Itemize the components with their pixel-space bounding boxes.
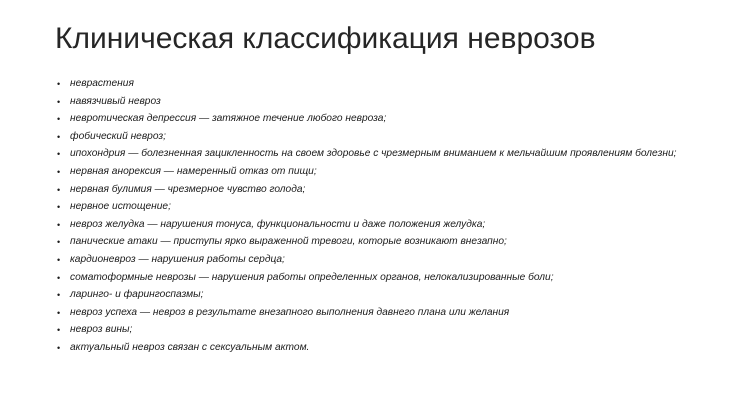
bullet-item: • невроз успеха — невроз в результате внезапного выполнения давнего плана или желания (57, 307, 682, 319)
bullet-item: • панические атаки — приступы ярко выраженной тревоги, которые возникают внезапно; (57, 236, 682, 248)
bullet-item: • невроз вины; (57, 324, 682, 336)
bullet-item: • нервное истощение; (57, 201, 682, 213)
bullet-item: • ипохондрия — болезненная зацикленность на своем здоровье с чрезмерным вниманием к мельчайшим проявлениям болезни; (57, 148, 682, 160)
bullet-item: • фобический невроз; (57, 131, 682, 143)
bullet-item: • кардионевроз — нарушения работы сердца; (57, 254, 682, 266)
bullet-item: • неврастения (57, 78, 682, 90)
bullet-list (57, 78, 682, 360)
bullet-item: • невроз желудка — нарушения тонуса, функциональности и даже положения желудка; (57, 219, 682, 231)
bullet-item: • навязчивый невроз (57, 96, 682, 108)
bullet-item: • невротическая депрессия — затяжное течение любого невроза; (57, 113, 682, 125)
bullet-item: • ларинго- и фарингоспазмы; (57, 289, 682, 301)
bullet-item: • актуальный невроз связан с сексуальным актом. (57, 342, 682, 354)
bullet-item: • соматоформные неврозы — нарушения работы определенных органов, нелокализированные боли; (57, 272, 682, 284)
slide-title: Клиническая классификация неврозов (55, 22, 596, 55)
bullet-item: • нервная анорексия — намеренный отказ от пищи; (57, 166, 682, 178)
bullet-item: • нервная булимия — чрезмерное чувство голода; (57, 184, 682, 196)
